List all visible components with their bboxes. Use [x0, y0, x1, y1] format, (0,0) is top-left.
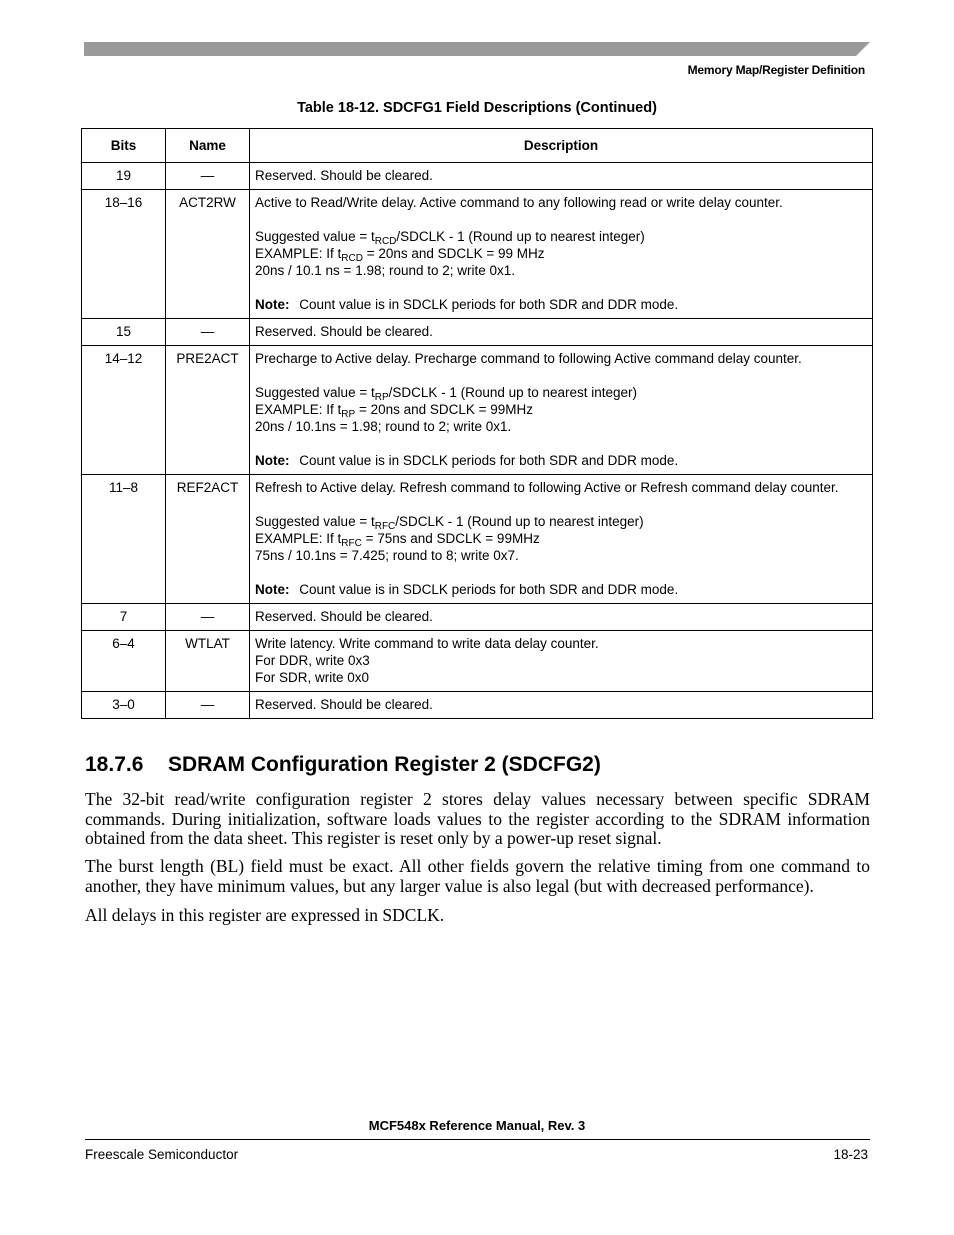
- running-head: Memory Map/Register Definition: [687, 63, 865, 77]
- cell-description: Reserved. Should be cleared.: [250, 692, 873, 719]
- example-line: EXAMPLE: If $t_{RCD} = 20ns$ and SDCLK = 99 MHz: [255, 246, 545, 264]
- cell-description: [250, 475, 873, 604]
- table-row: [82, 163, 873, 190]
- table-row: [82, 631, 873, 692]
- section-title: SDRAM Configuration Register 2 (SDCFG2): [168, 753, 601, 776]
- cell-name: —: [166, 319, 250, 346]
- cell-name: —: [166, 604, 250, 631]
- body-paragraph: The burst length (BL) field must be exact. All other fields govern the relative timing from one command to another, they have minimum values, but any larger value is also legal (but with decreased performance).: [85, 856, 870, 896]
- table-row: [82, 604, 873, 631]
- cell-description: [250, 631, 873, 692]
- note-label: Note:: [255, 582, 290, 597]
- cell-bits: 11–8: [82, 475, 166, 604]
- table-row: [82, 475, 873, 604]
- cell-bits: 3–0: [82, 692, 166, 719]
- suggested-value-line: Suggested value = $t_{RCD}$/SDCLK - 1 (Round up to nearest integer): [255, 229, 645, 247]
- example-line: EXAMPLE: If $t_{RFC} = 75ns$ and SDCLK = 99MHz: [255, 531, 540, 549]
- description-text: Refresh to Active delay. Refresh command to following Active or Refresh command delay counter.: [255, 480, 839, 495]
- note: [255, 581, 867, 598]
- cell-description: [250, 190, 873, 319]
- cell-description: Reserved. Should be cleared.: [250, 319, 873, 346]
- footer-title: MCF548x Reference Manual, Rev. 3: [368, 1118, 586, 1133]
- description-line: For SDR, write 0x0: [255, 670, 370, 685]
- calculation-line: 20ns / 10.1 ns = 1.98; round to 2; write 0x1.: [255, 263, 516, 278]
- cell-description: Reserved. Should be cleared.: [250, 604, 873, 631]
- description-line: For DDR, write 0x3: [255, 653, 370, 668]
- table-row: [82, 692, 873, 719]
- column-header-description: Description: [250, 129, 873, 163]
- header-decorative-bar: [84, 42, 870, 56]
- cell-name: ACT2RW: [166, 190, 250, 319]
- footer-company: Freescale Semiconductor: [85, 1147, 239, 1162]
- table-header-row: [82, 129, 873, 163]
- suggested-value-line: Suggested value = $t_{RP}$/SDCLK - 1 (Round up to nearest integer): [255, 385, 638, 403]
- note-text: Count value is in SDCLK periods for both SDR and DDR mode.: [299, 453, 679, 468]
- calculation-line: 75ns / 10.1ns = 7.425; round to 8; write 0x7.: [255, 548, 519, 563]
- table-caption: Table 18-12. SDCFG1 Field Descriptions (Continued): [297, 100, 657, 116]
- cell-description: Reserved. Should be cleared.: [250, 163, 873, 190]
- table-row: [82, 346, 873, 475]
- table-row: [82, 319, 873, 346]
- footer-divider: [85, 1139, 870, 1140]
- cell-description: [250, 346, 873, 475]
- description-text: Precharge to Active delay. Precharge command to following Active command delay counter.: [255, 351, 802, 366]
- body-paragraph: The 32-bit read/write configuration register 2 stores delay values necessary between specific SDRAM commands. During initialization, software loads values to the register according to the SDRAM information obtained from the data sheet. This register is reset only by a power-up reset signal.: [85, 789, 870, 848]
- cell-bits: 14–12: [82, 346, 166, 475]
- note-label: Note:: [255, 297, 290, 312]
- suggested-value-line: Suggested value = $t_{RFC}$/SDCLK - 1 (Round up to nearest integer): [255, 514, 644, 532]
- cell-name: —: [166, 163, 250, 190]
- cell-bits: 6–4: [82, 631, 166, 692]
- note-text: Count value is in SDCLK periods for both SDR and DDR mode.: [299, 297, 679, 312]
- note-text: Count value is in SDCLK periods for both SDR and DDR mode.: [299, 582, 679, 597]
- table-row: [82, 190, 873, 319]
- cell-bits: 18–16: [82, 190, 166, 319]
- cell-bits: 19: [82, 163, 166, 190]
- cell-name: —: [166, 692, 250, 719]
- section-number: 18.7.6: [85, 753, 144, 776]
- cell-name: WTLAT: [166, 631, 250, 692]
- page-number: 18-23: [833, 1147, 868, 1162]
- note: [255, 296, 867, 313]
- description-text: Active to Read/Write delay. Active command to any following read or write delay counter.: [255, 195, 783, 210]
- column-header-name: Name: [166, 129, 250, 163]
- calculation-line: 20ns / 10.1ns = 1.98; round to 2; write 0x1.: [255, 419, 512, 434]
- description-text: Write latency. Write command to write data delay counter.: [255, 636, 599, 651]
- column-header-bits: Bits: [82, 129, 166, 163]
- field-description-table: [81, 128, 873, 719]
- cell-bits: 7: [82, 604, 166, 631]
- section-heading: [85, 753, 601, 777]
- cell-bits: 15: [82, 319, 166, 346]
- note: [255, 452, 867, 469]
- cell-name: REF2ACT: [166, 475, 250, 604]
- note-label: Note:: [255, 453, 290, 468]
- cell-name: PRE2ACT: [166, 346, 250, 475]
- body-paragraph: All delays in this register are expressed in SDCLK.: [85, 905, 445, 925]
- example-line: EXAMPLE: If $t_{RP} = 20ns$ and SDCLK = 99MHz: [255, 402, 534, 420]
